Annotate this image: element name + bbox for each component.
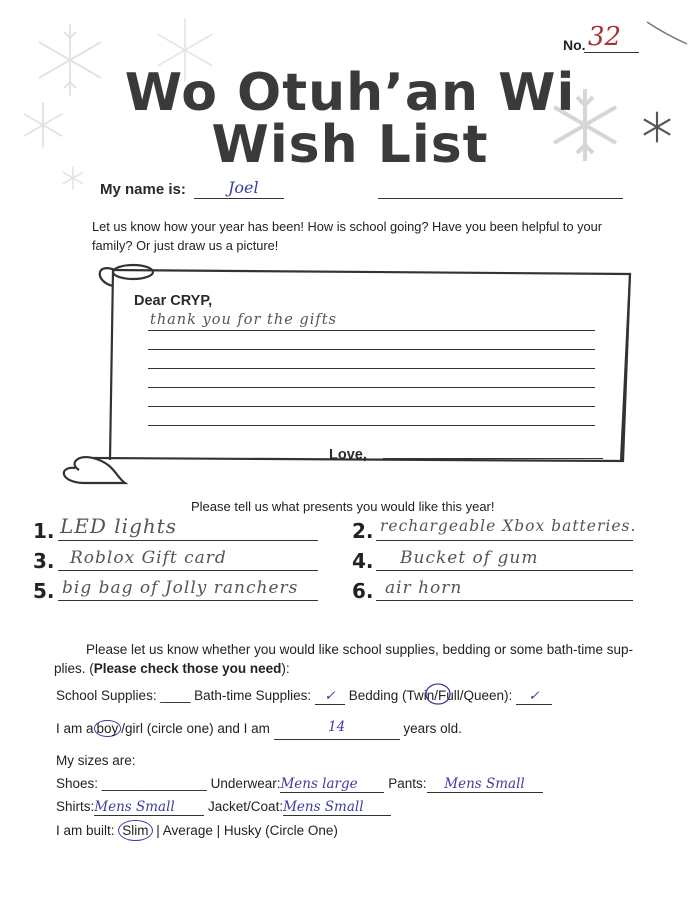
present-line [58,600,318,601]
girl-option-label: /girl (circle one) and I am [121,721,270,736]
build-options-label: | Average | Husky (Circle One) [152,823,338,838]
intro-text: Let us know how your year has been! How is school going? Have you been helpful to your family? Or just draw us a picture! [92,219,603,253]
letter-body[interactable]: thank you for the gifts [150,312,337,328]
letter-line [148,425,595,426]
letter-line [148,406,595,407]
underwear-label: Underwear: [210,776,281,791]
present-value[interactable]: Roblox Gift card [70,548,227,568]
pants-field[interactable] [427,776,543,793]
supplies-row [56,688,552,705]
bath-supplies-label: Bath-time Supplies: [194,688,315,703]
build-row [56,823,338,838]
pants-label: Pants: [388,776,427,791]
supplies-prompt [54,640,639,678]
present-number: 6. [352,579,374,603]
sizes-row-1 [56,776,543,793]
present-line [376,600,633,601]
underwear-value: Mens large [280,776,358,792]
bath-supplies-check[interactable] [315,688,345,705]
extra-name-line [378,198,623,199]
build-label: I am built: [56,823,119,838]
present-number: 3. [33,549,55,573]
sizes-row-2 [56,799,391,816]
age-field[interactable] [274,719,400,740]
present-value[interactable]: LED lights [60,514,178,538]
jacket-label: Jacket/Coat: [208,799,284,814]
present-value[interactable]: air horn [385,578,463,598]
supplies-prompt-end: ): [281,661,290,676]
present-line [376,540,633,541]
shirts-value: Mens Small [94,799,175,815]
identity-row [56,721,462,738]
present-value[interactable]: big bag of Jolly ranchers [62,578,299,598]
supplies-prompt-bold: Please check those you need [93,661,282,676]
letter-line [148,387,595,388]
present-line [376,570,633,571]
name-value[interactable]: Joel [228,178,259,197]
jacket-value: Mens Small [283,799,364,815]
present-number: 4. [352,549,374,573]
school-supplies-label: School Supplies: ____ [56,688,191,703]
letter-greeting: Dear CRYP, [134,293,213,309]
page-title-line1: Wo Otuh’an Wi [124,63,576,123]
signature-line [383,458,603,459]
pen-mark-decoration [645,18,690,48]
sizes-heading: My sizes are: [56,753,136,768]
full-circle-mark [424,682,452,706]
letter-closing: Love, [329,447,367,463]
present-line [58,540,318,541]
form-number-label: No. [563,37,586,53]
iam-label: I am a [56,721,94,736]
pants-value: Mens Small [444,776,525,792]
underwear-field[interactable] [280,776,384,793]
name-line [194,198,284,199]
letter-line [148,368,595,369]
shirts-field[interactable] [94,799,204,816]
years-label: years old. [403,721,462,736]
present-number: 1. [33,519,55,543]
presents-prompt: Please tell us what presents you would like this year! [191,499,495,514]
letter-line [148,330,595,331]
shoes-label: Shoes: ______________ [56,776,207,791]
name-label: My name is: [100,181,186,198]
bedding-label: Bedding (Twin/Full/Queen): [348,688,517,703]
shirts-label: Shirts: [56,799,95,814]
present-number: 5. [33,579,55,603]
present-line [58,570,318,571]
age-value: 14 [328,719,346,735]
supplies-prompt-text: Please let us know whether you would like school supplies, bedding or some bath-time sup-plies. ( [54,642,634,676]
page-title-line2: Wish List [211,115,489,175]
slim-option[interactable]: Slim [118,820,152,841]
check-mark-icon: ✓ [324,688,336,704]
check-mark-icon: ✓ [528,688,540,704]
present-value[interactable]: rechargeable Xbox batteries. [380,517,637,535]
form-number-value: 32 [588,22,622,52]
boy-option[interactable]: boy [94,720,122,737]
form-number-line [584,52,639,53]
bedding-check[interactable] [516,688,552,705]
jacket-field[interactable] [283,799,391,816]
present-value[interactable]: Bucket of gum [400,548,539,568]
present-number: 2. [352,519,374,543]
letter-line [148,349,595,350]
